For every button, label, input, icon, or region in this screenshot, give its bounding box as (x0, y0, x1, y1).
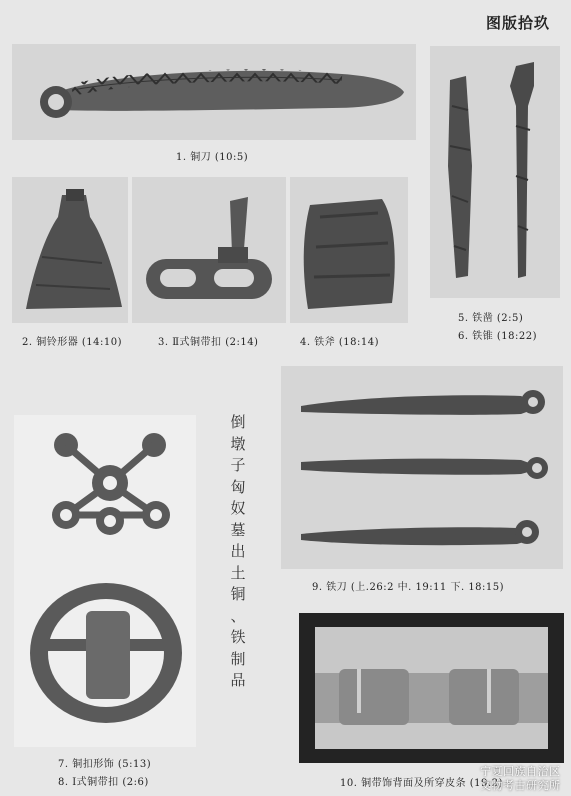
photo-belt-ornament-back (299, 613, 564, 763)
stamp-line-2: 文物考古研究所 (480, 779, 561, 792)
caption-8: 8. Ⅰ式铜带扣 (2:6) (58, 777, 149, 788)
iron-chisel-awl-illustration (430, 46, 560, 298)
photo-iron-chisel-awl (430, 46, 560, 298)
iron-knives-illustration (281, 366, 563, 569)
bronze-bell-illustration (12, 177, 128, 323)
caption-10: 10. 铜带饰背面及所穿皮条 (19:2) (340, 778, 504, 789)
vertical-title-char: 匈 (230, 477, 246, 496)
vertical-title-char: 奴 (230, 499, 246, 517)
institution-stamp (480, 765, 561, 793)
button-ornament-buckle-illustration (14, 415, 196, 747)
vertical-title-char: 墓 (230, 520, 246, 539)
photo-iron-axe (290, 177, 408, 323)
caption-9: 9. 铁刀 (上.26:2 中. 19:11 下. 18:15) (312, 582, 505, 593)
vertical-title-char: 品 (230, 671, 246, 689)
vertical-title-char: 墩 (230, 434, 246, 453)
vertical-title-char: 出 (230, 542, 246, 560)
type2-buckle-illustration (132, 177, 286, 323)
vertical-title-char: 土 (230, 563, 246, 582)
iron-axe-illustration (290, 177, 408, 323)
photo-button-ornament-buckle (14, 415, 196, 747)
vertical-title-char: 、 (230, 606, 246, 625)
caption-1: 1. 铜刀 (10:5) (176, 152, 249, 163)
plate-title: 图版拾玖 (486, 14, 551, 32)
photo-bronze-knife (12, 44, 416, 140)
photo-iron-knives (281, 366, 563, 569)
vertical-title-char: 制 (230, 649, 246, 668)
vertical-title-char: 倒 (230, 413, 246, 431)
photo-type2-buckle (132, 177, 286, 323)
bronze-knife-illustration (12, 44, 416, 140)
caption-4: 4. 铁斧 (18:14) (300, 337, 380, 348)
caption-2: 2. 铜铃形器 (14:10) (22, 337, 123, 348)
belt-ornament-back-illustration (299, 613, 564, 763)
photo-bronze-bell (12, 177, 128, 323)
vertical-title-char: 铁 (230, 628, 246, 646)
caption-3: 3. Ⅱ式铜带扣 (2:14) (158, 337, 259, 348)
vertical-title-char: 子 (230, 456, 246, 474)
stamp-line-1: 宁夏回族自治区 (480, 765, 561, 778)
caption-6: 6. 铁锥 (18:22) (458, 331, 538, 342)
vertical-title-char: 铜 (230, 585, 246, 603)
vertical-title (226, 412, 250, 692)
caption-5: 5. 铁凿 (2:5) (458, 313, 524, 324)
caption-7: 7. 铜扣形饰 (5:13) (58, 759, 152, 770)
